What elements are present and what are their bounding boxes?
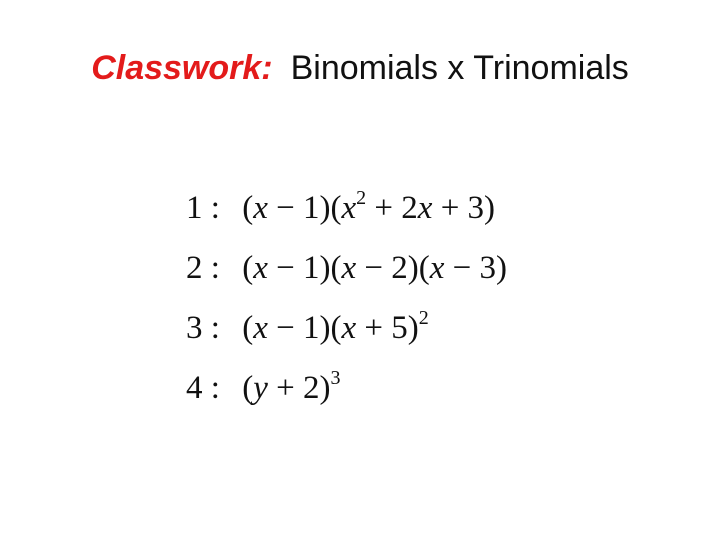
problem-expression: (x − 1)(x − 2)(x − 3) (242, 250, 508, 286)
title-topic: Binomials x Trinomials (290, 49, 629, 87)
problem-expression: $(x - 1)(x^2 + 2x + 3)$ (242, 187, 496, 226)
problem-3 (186, 308, 429, 348)
title-label: Classwork: (91, 49, 273, 87)
problem-2 (186, 248, 507, 288)
problem-4 (186, 368, 341, 408)
problem-number: 2 : (186, 250, 220, 286)
problem-expression: $(y + 2)^3$ (242, 367, 341, 406)
problem-number: 4 : (186, 370, 220, 406)
problem-1 (186, 188, 495, 228)
problem-number: 3 : (186, 310, 220, 346)
slide-title (0, 44, 720, 92)
problem-number: 1 : (186, 190, 220, 226)
problem-expression: $(x - 1)(x + 5)^2$ (242, 307, 429, 346)
